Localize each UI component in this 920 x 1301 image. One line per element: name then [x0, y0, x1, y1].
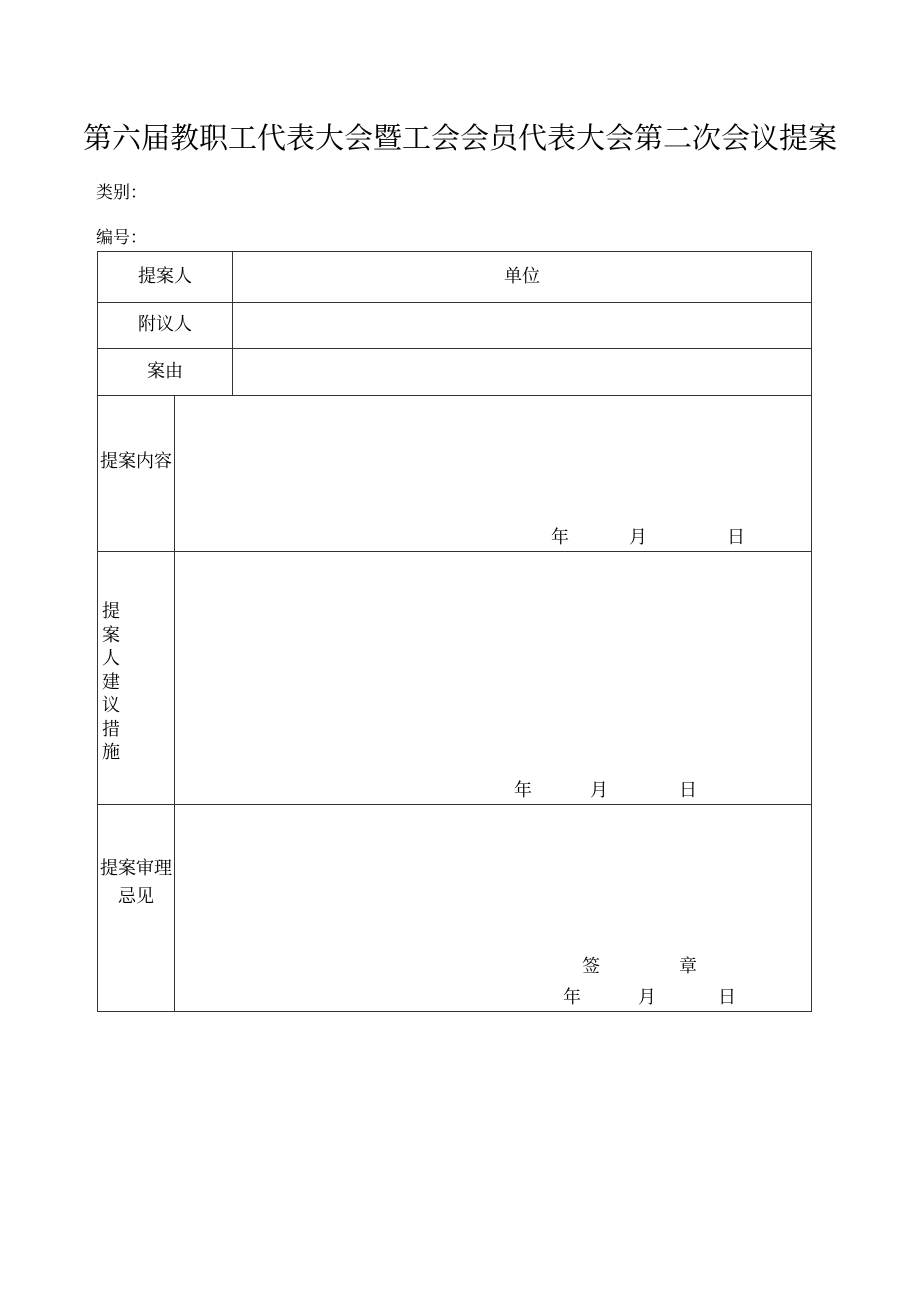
review-date-day: 日 [718, 987, 736, 1008]
table-bottom-border [97, 1011, 812, 1012]
proposer-label: 提案人 [138, 266, 192, 287]
measures-date-month: 月 [590, 780, 608, 801]
measures-date-day: 日 [679, 780, 697, 801]
measures-date-year: 年 [514, 780, 532, 801]
sign-label-right: 章 [679, 956, 697, 977]
review-date-year: 年 [563, 987, 581, 1008]
category-label: 类别： [96, 183, 147, 203]
content-date-day: 日 [727, 527, 745, 548]
row-divider-1 [97, 302, 812, 303]
measures-label: 提案人建议措施 [102, 601, 120, 763]
row-divider-4 [97, 551, 812, 552]
reason-label: 案由 [147, 361, 183, 382]
row-divider-2 [97, 348, 812, 349]
cosigner-label: 附议人 [138, 314, 192, 335]
unit-label: 单位 [504, 266, 540, 287]
review-date-month: 月 [638, 987, 656, 1008]
number-label: 编号： [96, 228, 147, 248]
content-date-month: 月 [629, 527, 647, 548]
sign-label-left: 签 [582, 956, 600, 977]
page-title: 第六届教职工代表大会暨工会会员代表大会第二次会议提案 [82, 121, 837, 155]
row-divider-5 [97, 804, 812, 805]
table-right-border [811, 251, 812, 1012]
row-divider-3 [97, 395, 812, 396]
content-label: 提案内容 [100, 451, 172, 472]
content-date-year: 年 [551, 527, 569, 548]
lower-column-divider [174, 395, 175, 1012]
table-top-border [97, 251, 812, 252]
review-label: 提案审理忌见 [100, 858, 172, 907]
